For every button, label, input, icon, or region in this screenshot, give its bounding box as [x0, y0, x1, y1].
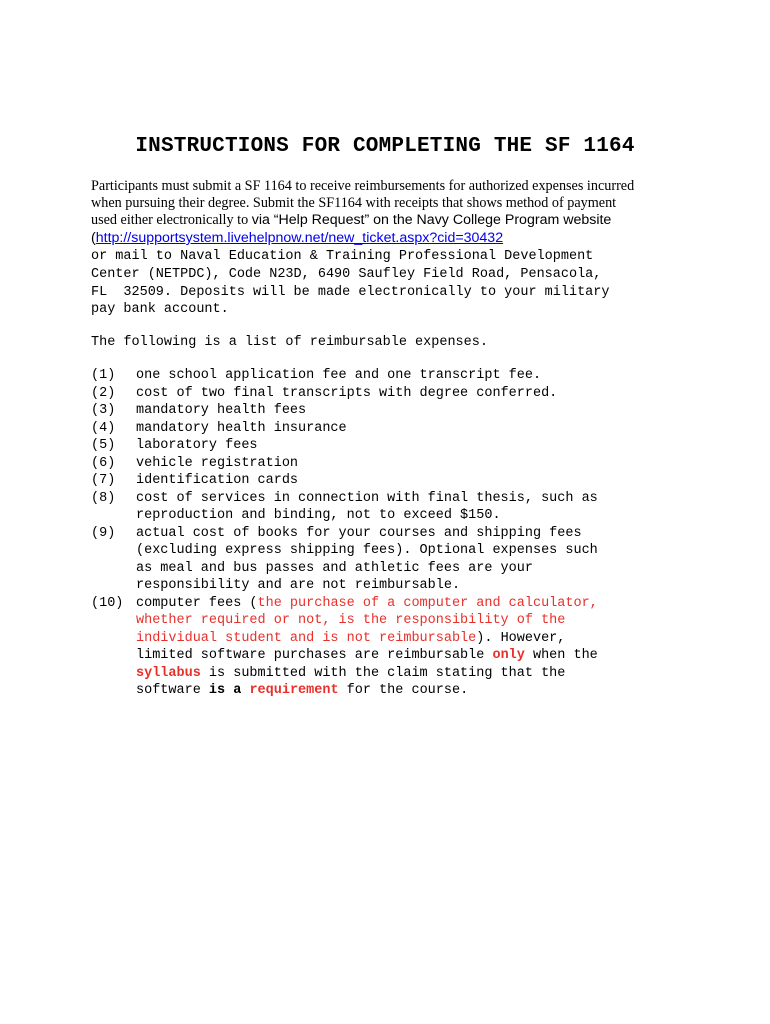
list-item: mandatory health insurance	[136, 421, 347, 436]
mail-line-1: or mail to Naval Education & Training Professional Development	[91, 249, 594, 264]
intro-line-3	[91, 212, 691, 229]
list-item-number: (2)	[91, 386, 116, 401]
support-link[interactable]: http://supportsystem.livehelpnow.net/new_ticket.aspx?cid=30432	[95, 230, 504, 246]
list-item-number: (1)	[91, 368, 116, 383]
list-item-continuation	[136, 666, 565, 681]
emphasis-only: only	[492, 648, 525, 663]
item10-text: ). However,	[476, 631, 566, 646]
item10-red-text: the purchase of a computer and calculator,	[257, 596, 598, 611]
help-request-text: via “Help Request” on the Navy College Program website	[251, 212, 612, 228]
intro-line-3-text: used either electronically to	[91, 212, 252, 228]
mail-line-2: Center (NETPDC), Code N23D, 6490 Saufley Field Road, Pensacola,	[91, 267, 602, 282]
list-item-number: (7)	[91, 473, 116, 488]
list-item-number: (8)	[91, 491, 116, 506]
item10-text: when the	[524, 648, 598, 663]
list-item	[136, 596, 598, 611]
list-item-number: (3)	[91, 403, 116, 418]
item10-text: for the course.	[338, 683, 469, 698]
list-item-number: (10)	[91, 596, 124, 611]
item10-text: limited software purchases are reimbursable	[136, 648, 493, 663]
item10-text: computer fees (	[136, 596, 258, 611]
link-line	[91, 230, 503, 246]
list-item-continuation: reproduction and binding, not to exceed $150.	[136, 508, 501, 523]
list-item-continuation	[136, 631, 565, 646]
item10-text: is submitted with the claim stating that the	[200, 666, 566, 681]
mail-line-3: FL 32509. Deposits will be made electronically to your military	[91, 285, 610, 300]
item10-red-text: individual student and is not reimbursable	[136, 631, 477, 646]
list-item-number: (5)	[91, 438, 116, 453]
list-item: one school application fee and one transcript fee.	[136, 368, 542, 383]
page-title: INSTRUCTIONS FOR COMPLETING THE SF 1164	[135, 135, 635, 158]
item10-text: software	[136, 683, 209, 698]
mail-line-4: pay bank account.	[91, 302, 229, 317]
list-item-continuation: responsibility and are not reimbursable.	[136, 578, 461, 593]
list-item: vehicle registration	[136, 456, 299, 471]
open-paren: (	[91, 230, 96, 246]
emphasis-syllabus: syllabus	[136, 666, 201, 681]
list-item-number: (4)	[91, 421, 116, 436]
list-item-continuation: as meal and bus passes and athletic fees are your	[136, 561, 533, 576]
list-item: identification cards	[136, 473, 299, 488]
list-item: actual cost of books for your courses and shipping fees	[136, 526, 582, 541]
list-intro: The following is a list of reimbursable expenses.	[91, 335, 488, 350]
list-item-continuation: (excluding express shipping fees). Optional expenses such	[136, 543, 598, 558]
list-item: cost of services in connection with final thesis, such as	[136, 491, 598, 506]
list-item: laboratory fees	[136, 438, 258, 453]
list-item-number: (9)	[91, 526, 116, 541]
intro-line-2: when pursuing their degree. Submit the SF1164 with receipts that shows method of payment	[91, 195, 617, 211]
list-item-continuation	[136, 648, 598, 663]
emphasis-is-a: is a	[208, 683, 242, 698]
list-item-number: (6)	[91, 456, 116, 471]
list-item: cost of two final transcripts with degree conferred.	[136, 386, 558, 401]
list-item-continuation	[136, 683, 468, 698]
emphasis-requirement: requirement	[249, 683, 339, 698]
intro-line-1: Participants must submit a SF 1164 to receive reimbursements for authorized expenses incurred	[91, 178, 635, 194]
list-item: mandatory health fees	[136, 403, 307, 418]
item10-red-text: whether required or not, is the responsibility of the	[136, 613, 566, 628]
